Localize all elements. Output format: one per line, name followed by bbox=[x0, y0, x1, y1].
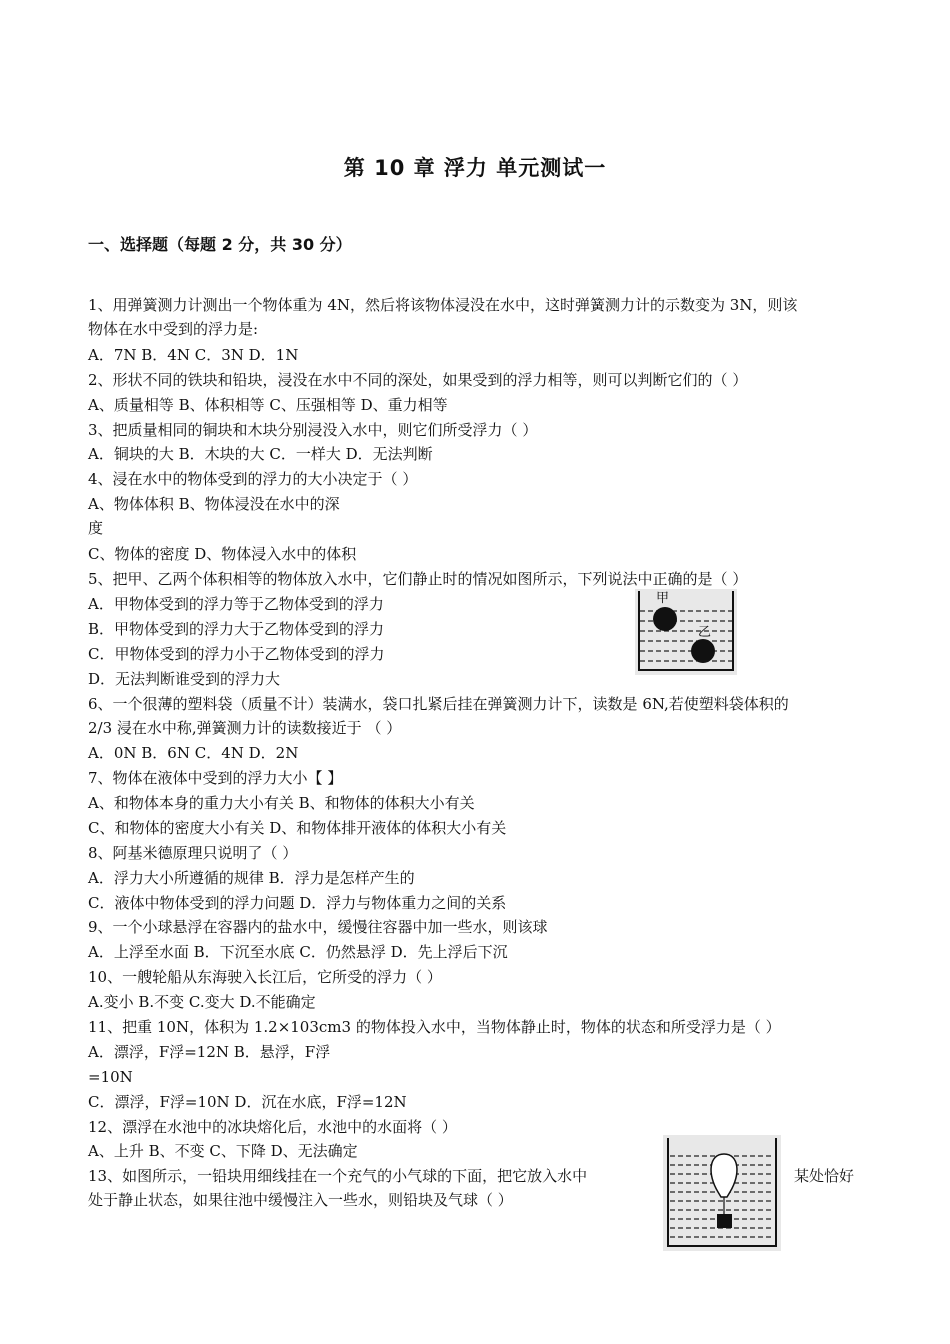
q9-options: A．上浮至水面 B．下沉至水底 C．仍然悬浮 D．先上浮后下沉 bbox=[88, 943, 508, 961]
q3-stem: 3、把质量相同的铜块和木块分别浸没入水中，则它们所受浮力（ ） bbox=[88, 421, 538, 439]
q13-line2: 处于静止状态，如果往池中缓慢注入一些水，则铅块及气球（ ） bbox=[88, 1191, 513, 1209]
q2-stem: 2、形状不同的铁块和铅块，浸没在水中不同的深处，如果受到的浮力相等，则可以判断它们的（ ） bbox=[88, 371, 748, 389]
q12-stem: 12、漂浮在水池中的冰块熔化后，水池中的水面将（ ） bbox=[88, 1118, 457, 1136]
q6-line2: 2/3 浸在水中称,弹簧测力计的读数接近于 （ ） bbox=[88, 719, 402, 737]
q5-option-b: B．甲物体受到的浮力大于乙物体受到的浮力 bbox=[88, 620, 385, 638]
q7-options-ab: A、和物体本身的重力大小有关 B、和物体的体积大小有关 bbox=[88, 794, 475, 812]
q12-options: A、上升 B、不变 C、下降 D、无法确定 bbox=[88, 1142, 358, 1160]
q1-line1: 1、用弹簧测力计测出一个物体重为 4N，然后将该物体浸没在水中，这时弹簧测力计的示数变为 3N，则该 bbox=[88, 296, 798, 314]
q6-options: A．0N B．6N C．4N D．2N bbox=[88, 744, 299, 762]
q11-stem: 11、把重 10N，体积为 1.2×103cm3 的物体投入水中，当物体静止时，物体的状态和所受浮力是（ ） bbox=[88, 1018, 781, 1036]
lead-block bbox=[717, 1214, 732, 1228]
q4-options-ab-wrap: 度 bbox=[88, 519, 104, 537]
q13-line1-tail: 某处恰好 bbox=[794, 1167, 855, 1185]
q7-options-cd: C、和物体的密度大小有关 D、和物体排开液体的体积大小有关 bbox=[88, 819, 507, 837]
q8-stem: 8、阿基米德原理只说明了（ ） bbox=[88, 844, 298, 862]
q13-line1: 13、如图所示，一铅块用细线挂在一个充气的小气球的下面，把它放入水中 bbox=[88, 1167, 588, 1185]
q4-options-ab: A、物体体积 B、物体浸没在水中的深 bbox=[88, 495, 340, 513]
ball-jia bbox=[653, 607, 677, 631]
q4-options-cd: C、物体的密度 D、物体浸入水中的体积 bbox=[88, 545, 357, 563]
label-jia: 甲 bbox=[656, 591, 670, 606]
q1-line2: 物体在水中受到的浮力是: bbox=[88, 320, 259, 338]
q5-option-d: D．无法判断谁受到的浮力大 bbox=[88, 670, 281, 688]
q11-options-ab-wrap: =10N bbox=[88, 1068, 133, 1086]
beaker-two-balls-diagram bbox=[634, 588, 738, 676]
q1-options: A．7N B．4N C．3N D．1N bbox=[88, 346, 299, 364]
q11-options-ab: A．漂浮，F浮=12N B．悬浮，F浮 bbox=[88, 1043, 331, 1061]
section-heading: 一、选择题（每题 2 分，共 30 分） bbox=[88, 235, 352, 254]
q6-line1: 6、一个很薄的塑料袋（质量不计）装满水，袋口扎紧后挂在弹簧测力计下，读数是 6N,若使塑料袋体积的 bbox=[88, 695, 789, 713]
q7-stem: 7、物体在液体中受到的浮力大小【 】 bbox=[88, 769, 343, 787]
ball-yi bbox=[691, 639, 715, 663]
label-yi: 乙 bbox=[698, 625, 712, 640]
q11-options-cd: C．漂浮，F浮=10N D．沉在水底，F浮=12N bbox=[88, 1093, 407, 1111]
q4-stem: 4、浸在水中的物体受到的浮力的大小决定于（ ） bbox=[88, 470, 418, 488]
q10-options: A.变小 B.不变 C.变大 D.不能确定 bbox=[88, 993, 316, 1011]
q2-options: A、质量相等 B、体积相等 C、压强相等 D、重力相等 bbox=[88, 396, 448, 414]
q5-figure bbox=[634, 588, 738, 676]
balloon-lead-block-diagram bbox=[662, 1134, 782, 1252]
q5-option-c: C．甲物体受到的浮力小于乙物体受到的浮力 bbox=[88, 645, 385, 663]
q5-option-a: A．甲物体受到的浮力等于乙物体受到的浮力 bbox=[88, 595, 384, 613]
q13-figure bbox=[662, 1134, 782, 1252]
q3-options: A．铜块的大 B．木块的大 C．一样大 D．无法判断 bbox=[88, 445, 433, 463]
page-title: 第 10 章 浮力 单元测试一 bbox=[343, 156, 607, 180]
q8-options-cd: C．液体中物体受到的浮力问题 D．浮力与物体重力之间的关系 bbox=[88, 894, 507, 912]
q5-stem: 5、把甲、乙两个体积相等的物体放入水中，它们静止时的情况如图所示，下列说法中正确的是（ ） bbox=[88, 570, 748, 588]
q8-options-ab: A．浮力大小所遵循的规律 B．浮力是怎样产生的 bbox=[88, 869, 415, 887]
q10-stem: 10、一艘轮船从东海驶入长江后，它所受的浮力（ ） bbox=[88, 968, 442, 986]
q9-stem: 9、一个小球悬浮在容器内的盐水中，缓慢往容器中加一些水，则该球 bbox=[88, 918, 548, 936]
